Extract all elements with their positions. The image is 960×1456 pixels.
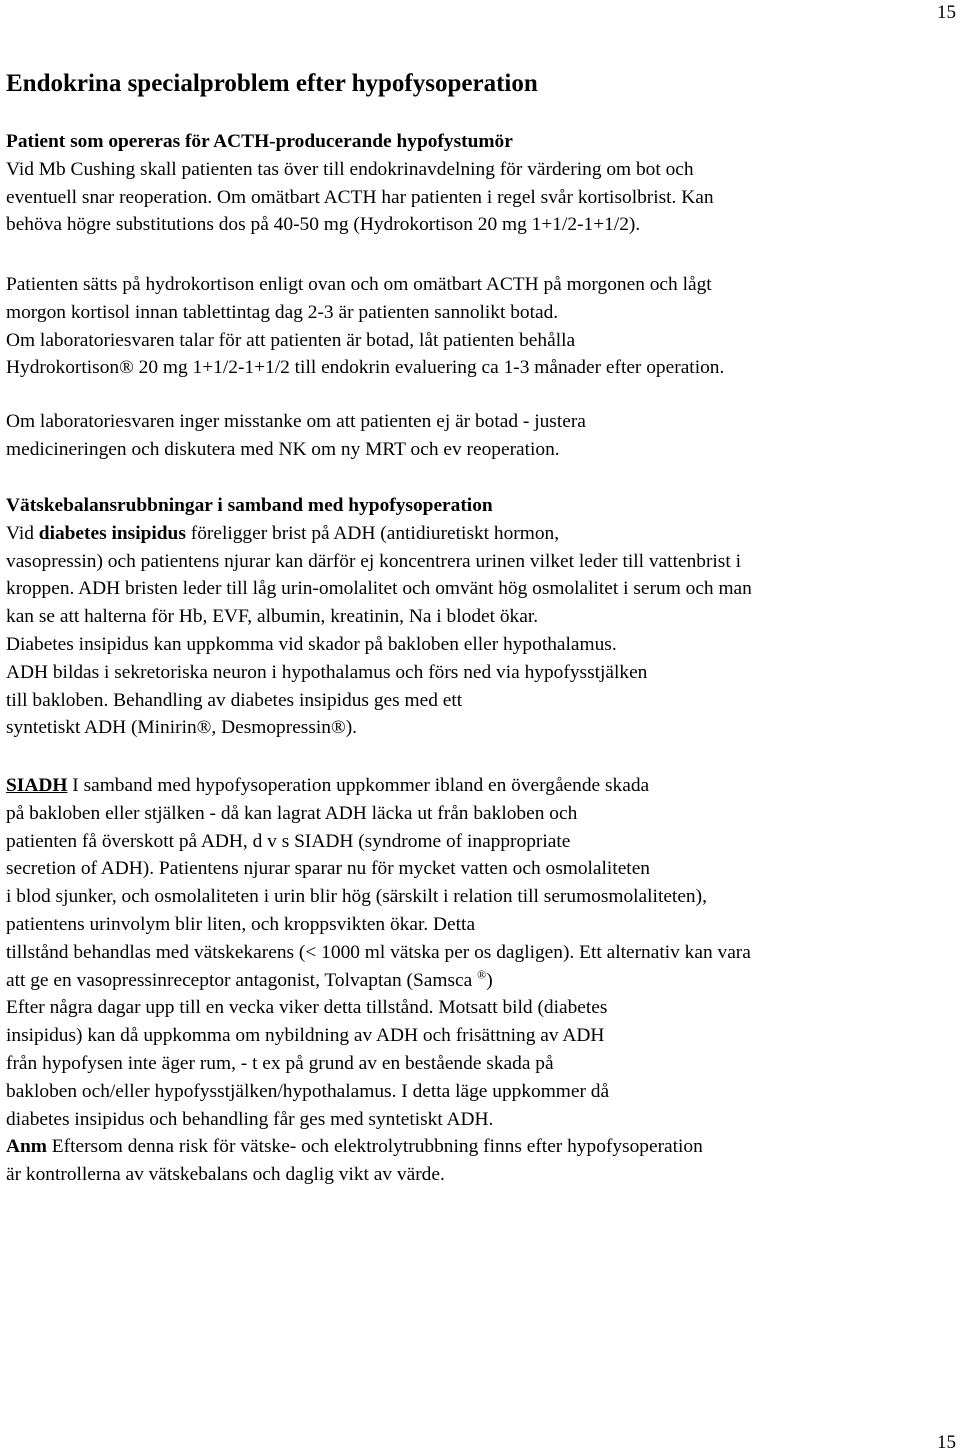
siadh-line: att ge en vasopressinreceptor antagonist, Tolvaptan (Samsca ®) xyxy=(6,967,493,991)
siadh-line: från hypofysen inte äger rum, - t ex på grund av en bestående skada på xyxy=(6,1052,554,1074)
page-title: Endokrina specialproblem efter hypofysoperation xyxy=(6,70,538,97)
siadh-line: tillstånd behandlas med vätskekarens (< 1000 ml vätska per os dagligen). Ett alternativ kan vara xyxy=(6,941,751,963)
treatment-line: Hydrokortison® 20 mg 1+1/2-1+1/2 till endokrin evaluering ca 1-3 månader efter operation. xyxy=(6,357,725,379)
treatment-section xyxy=(6,271,956,382)
siadh-section xyxy=(6,772,956,1189)
siadh-line: på bakloben eller stjälken - då kan lagrat ADH läcka ut från bakloben och xyxy=(6,802,578,824)
siadh-line: secretion of ADH). Patientens njurar sparar nu för mycket vatten och osmolaliteten xyxy=(6,858,650,880)
siadh-line: diabetes insipidus och behandling får ges med syntetiskt ADH. xyxy=(6,1108,494,1130)
note-label: Anm xyxy=(6,1136,47,1158)
fluid-line: syntetiskt ADH (Minirin®, Desmopressin®). xyxy=(6,717,358,739)
fluid-line: till bakloben. Behandling av diabetes insipidus ges med ett xyxy=(6,689,463,711)
acth-heading: Patient som opereras för ACTH-producerande hypofystumör xyxy=(6,131,513,152)
fluid-heading: Vätskebalansrubbningar i samband med hypofysoperation xyxy=(6,495,493,516)
acth-line: Vid Mb Cushing skall patienten tas över till endokrinavdelning för värdering om bot och xyxy=(6,158,694,180)
suspicion-line: Om laboratoriesvaren inger misstanke om att patienten ej är botad - justera xyxy=(6,411,586,432)
acth-section xyxy=(6,128,956,239)
siadh-line: i blod sjunker, och osmolaliteten i urin blir hög (särskilt i relation till serumosmolaliteten), xyxy=(6,886,707,908)
diabetes-insipidus-term: diabetes insipidus xyxy=(38,522,186,544)
siadh-line: SIADH I samband med hypofysoperation uppkommer ibland en övergående skada xyxy=(6,775,650,796)
siadh-line: insipidus) kan då uppkomma om nybildning av ADH och frisättning av ADH xyxy=(6,1025,605,1047)
fluid-line: ADH bildas i sekretoriska neuron i hypothalamus och förs ned via hypofysstjälken xyxy=(6,661,648,683)
fluid-section xyxy=(6,492,956,742)
siadh-line: patienten få överskott på ADH, d v s SIADH (syndrome of inappropriate xyxy=(6,830,571,852)
suspicion-line: medicineringen och diskutera med NK om ny MRT och ev reoperation. xyxy=(6,438,560,460)
note-line: Anm Eftersom denna risk för vätske- och elektrolytrubbning finns efter hypofysoperation xyxy=(6,1136,703,1158)
treatment-line: Om laboratoriesvaren talar för att patienten är botad, låt patienten behålla xyxy=(6,329,576,351)
fluid-line: kroppen. ADH bristen leder till låg urin-omolalitet och omvänt hög osmolalitet i serum och man xyxy=(6,578,752,600)
acth-line: eventuell snar reoperation. Om omätbart ACTH har patienten i regel svår kortisolbrist. Kan xyxy=(6,186,714,208)
siadh-line: bakloben och/eller hypofysstjälken/hypothalamus. I detta läge uppkommer då xyxy=(6,1080,610,1102)
suspicion-section xyxy=(6,408,956,464)
note-line: är kontrollerna av vätskebalans och daglig vikt av värde. xyxy=(6,1164,445,1186)
fluid-line: Diabetes insipidus kan uppkomma vid skador på bakloben eller hypothalamus. xyxy=(6,633,617,655)
treatment-line: morgon kortisol innan tablettintag dag 2-3 är patienten sannolikt botad. xyxy=(6,301,559,323)
registered-mark: ® xyxy=(477,967,487,982)
page-number-top: 15 xyxy=(937,2,956,23)
siadh-line: patientens urinvolym blir liten, och kroppsvikten ökar. Detta xyxy=(6,913,476,935)
fluid-line: kan se att halterna för Hb, EVF, albumin, kreatinin, Na i blodet ökar. xyxy=(6,606,539,628)
page-number-bottom: 15 xyxy=(937,1432,956,1453)
fluid-line: vasopressin) och patientens njurar kan därför ej koncentrera urinen vilket leder till vattenbrist i xyxy=(6,550,741,572)
fluid-line: Vid diabetes insipidus föreligger brist på ADH (antidiuretiskt hormon, xyxy=(6,522,560,544)
siadh-line: Efter några dagar upp till en vecka viker detta tillstånd. Motsatt bild (diabetes xyxy=(6,997,608,1019)
siadh-label: SIADH xyxy=(6,775,68,796)
treatment-line: Patienten sätts på hydrokortison enligt ovan och om omätbart ACTH på morgonen och lågt xyxy=(6,274,712,295)
acth-line: behöva högre substitutions dos på 40-50 mg (Hydrokortison 20 mg 1+1/2-1+1/2). xyxy=(6,214,641,236)
